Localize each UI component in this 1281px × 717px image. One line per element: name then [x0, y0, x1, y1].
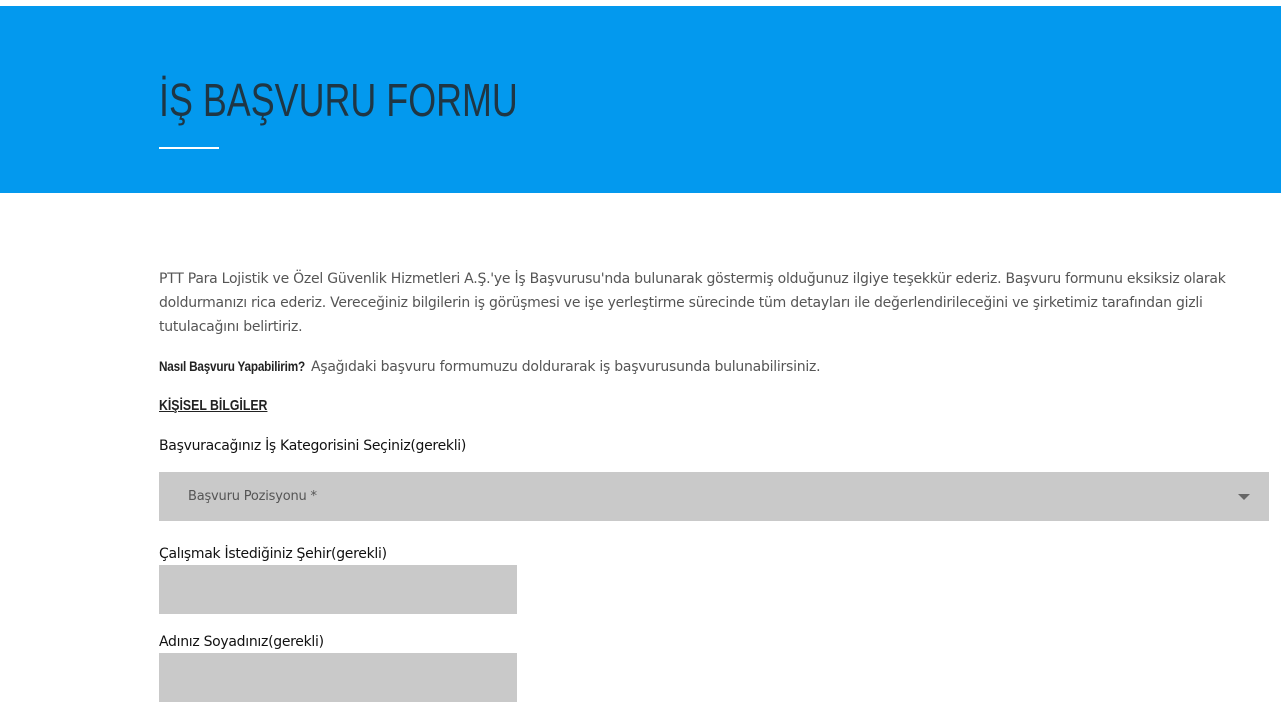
name-label: Adınız Soyadınız(gerekli) — [159, 634, 324, 650]
intro-text: PTT Para Lojistik ve Özel Güvenlik Hizmetleri A.Ş.'ye İş Başvurusu'nda bulunarak göstermiş olduğunuz ilgiye teşekkür ederiz. Başvuru formunu eksiksiz olarak doldurmanızı rica ederiz. Vereceğiniz bilgilerin iş görüşmesi ve işe yerleştirme sürecinde tüm detayları ile değerlendirileceğini ve şirketimiz tarafından gizli tutulacağını belirtiriz. — [159, 271, 1226, 335]
personal-info-heading: KİŞİSEL BİLGİLER — [159, 397, 268, 414]
page-header — [0, 6, 1281, 193]
how-to-apply-question: Nasıl Başvuru Yapabilirim? — [159, 358, 305, 374]
position-select-value: Başvuru Pozisyonu * — [188, 489, 317, 504]
main-content — [159, 267, 1269, 418]
city-input[interactable] — [159, 565, 517, 614]
how-to-apply-answer: Aşağıdaki başvuru formumuzu doldurarak iş başvurusunda bulunabilirsiniz. — [306, 359, 821, 375]
category-label: Başvuracağınız İş Kategorisini Seçiniz(gerekli) — [159, 438, 467, 454]
city-label: Çalışmak İstediğiniz Şehir(gerekli) — [159, 546, 387, 562]
page-title: İŞ BAŞVURU FORMU — [159, 74, 518, 126]
full-name-input[interactable] — [159, 653, 517, 702]
position-select[interactable] — [159, 472, 1269, 521]
title-underline — [159, 147, 219, 149]
how-to-apply — [159, 354, 1269, 379]
caret-down-icon — [1238, 494, 1250, 500]
